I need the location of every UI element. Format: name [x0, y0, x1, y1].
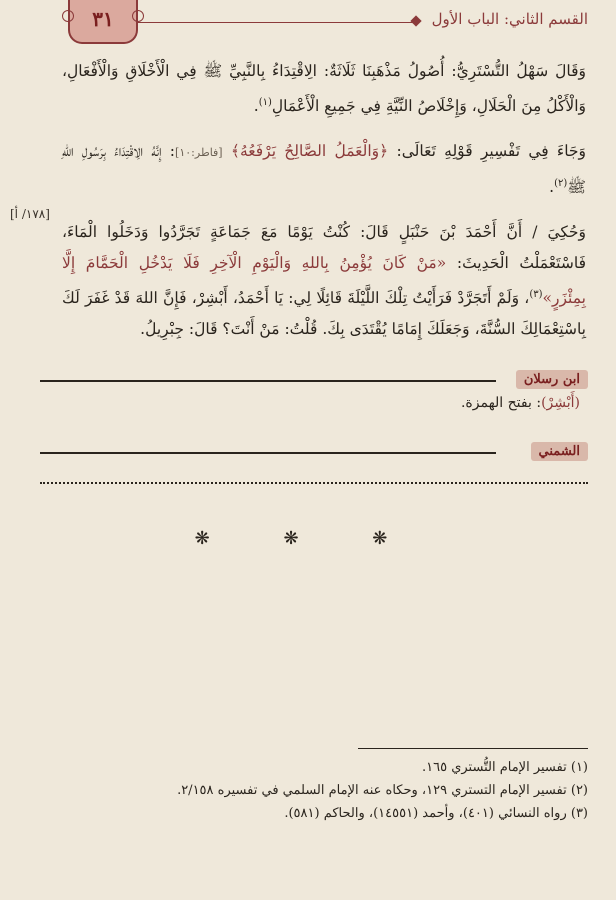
chapter-title: القسم الثاني: الباب الأول: [431, 10, 588, 28]
paragraph-2-text: : إِنَّهُ الِاقْتِدَاءُ بِرَسُولِ اللهِ ﷺ: [62, 142, 586, 197]
commentary-text: [40, 395, 588, 411]
main-text: [62, 56, 586, 359]
glossed-term: (أَبْشِرْ): [541, 395, 580, 411]
verse-reference: [فاطر:١٠]: [175, 146, 223, 160]
paragraph-2-intro: وَجَاءَ فِي تَفْسِيرِ قَوْلِهِ تَعَالَى:: [396, 142, 587, 161]
paragraph-3-text-b: ، وَلَمْ أَتَجَرَّدْ فَرَأَيْتُ تِلْكَ اللَّيْلَةَ قَائِلًا لِي: يَا أَحْمَدُ، أَبْشِرْ، فَإِنَّ اللهَ قَدْ غَفَرَ لَكَ بِاسْتِعْمَالِكَ السُّنَّةَ، وَجَعَلَكَ إِمَامًا يُقْتَدَى بِكَ. قُلْتُ: مَنْ أَنْتَ؟ قَالَ: جِبْرِيلُ.: [62, 289, 586, 339]
commentary-ibn-raslan: [40, 368, 588, 411]
paragraph-1-text: وَقَالَ سَهْلُ التُّسْتَرِيُّ: أُصُولُ مَذْهَبِنَا ثَلَاثَةٌ: الِاقْتِدَاءُ بِالنَّبِيِّ ﷺ فِي الْأَخْلَاقِ وَالْأَفْعَالِ، وَالْأَكْلُ مِنَ الْحَلَالِ، وَإِخْلَاصُ النِّيَّةِ فِي جَمِيعِ الْأَعْمَالِ: [62, 62, 586, 116]
footnotes: [60, 756, 588, 825]
quran-verse: ﴿وَالْعَمَلُ الصَّالِحُ يَرْفَعُهُ﴾: [230, 142, 389, 161]
footnote-1: (١) تفسير الإمام التُّستري ١٦٥.: [421, 760, 588, 775]
header-rule: [132, 22, 416, 23]
dotted-separator: [40, 482, 588, 484]
footnote-marker-2: (٢): [554, 178, 568, 190]
commentary-shumunni: [40, 440, 588, 461]
footnote-rule: [358, 748, 588, 749]
footnote-3: (٣) رواه النسائي (٤٠١)، وأحمد (١٤٥٥١)، والحاكم (٥٨١).: [284, 806, 588, 821]
section-rule: [40, 452, 496, 454]
manuscript-folio-note: [١٧٨/ أ]: [10, 207, 50, 221]
footnote-2: (٢) تفسير الإمام التستري ١٢٩، وحكاه عنه الإمام السلمي في تفسيره ٢/١٥٨.: [177, 783, 588, 798]
paragraph-3: [62, 217, 586, 345]
page-number: ٣١: [68, 0, 138, 44]
footnote-marker-3: (٣): [529, 289, 543, 301]
paragraph-3-text-a: وَحُكِيَ / أَنَّ أَحْمَدَ بْنَ حَنْبَلٍ قَالَ: كُنْتُ يَوْمًا مَعَ جَمَاعَةٍ تَجَرَّدُوا وَدَخَلُوا الْمَاءَ، فَاسْتَعْمَلْتُ الْحَدِيثَ:: [62, 223, 586, 273]
section-rule: [40, 380, 496, 382]
paragraph-2: وَجَاءَ فِي تَفْسِيرِ قَوْلِهِ تَعَالَى: ﴿وَالْعَمَلُ الصَّالِحُ يَرْفَعُهُ﴾ [فاطر:١٠]: إِنَّهُ الِاقْتِدَاءُ بِرَسُولِ اللهِ ﷺ$^{(٢)}$.: [62, 142, 587, 197]
gloss-text: : بفتح الهمزة.: [460, 395, 542, 411]
commentator-label: الشمني: [531, 442, 588, 461]
footnote-marker-1: (١): [258, 97, 272, 108]
page-header: [0, 0, 616, 50]
section-separator-stars: ❋ ❋ ❋: [194, 528, 422, 549]
paragraph-1: وَقَالَ سَهْلُ التُّسْتَرِيُّ: أُصُولُ مَذْهَبِنَا ثَلَاثَةٌ: الِاقْتِدَاءُ بِالنَّبِيِّ ﷺ فِي الْأَخْلَاقِ وَالْأَفْعَالِ، وَالْأَكْلُ مِنَ الْحَلَالِ، وَإِخْلَاصُ النِّيَّةِ فِي جَمِيعِ الْأَعْمَالِ$^{(١)}$.: [62, 62, 586, 116]
header-ornament: [410, 15, 421, 26]
commentator-label: ابن رسلان: [516, 370, 588, 389]
hadith-quote: «مَنْ كَانَ يُؤْمِنُ بِاللهِ وَالْيَوْمِ الْآخِرِ فَلَا يَدْخُلِ الْحَمَّامَ إِلَّا بِمِئْزَرٍ»: [62, 254, 586, 308]
